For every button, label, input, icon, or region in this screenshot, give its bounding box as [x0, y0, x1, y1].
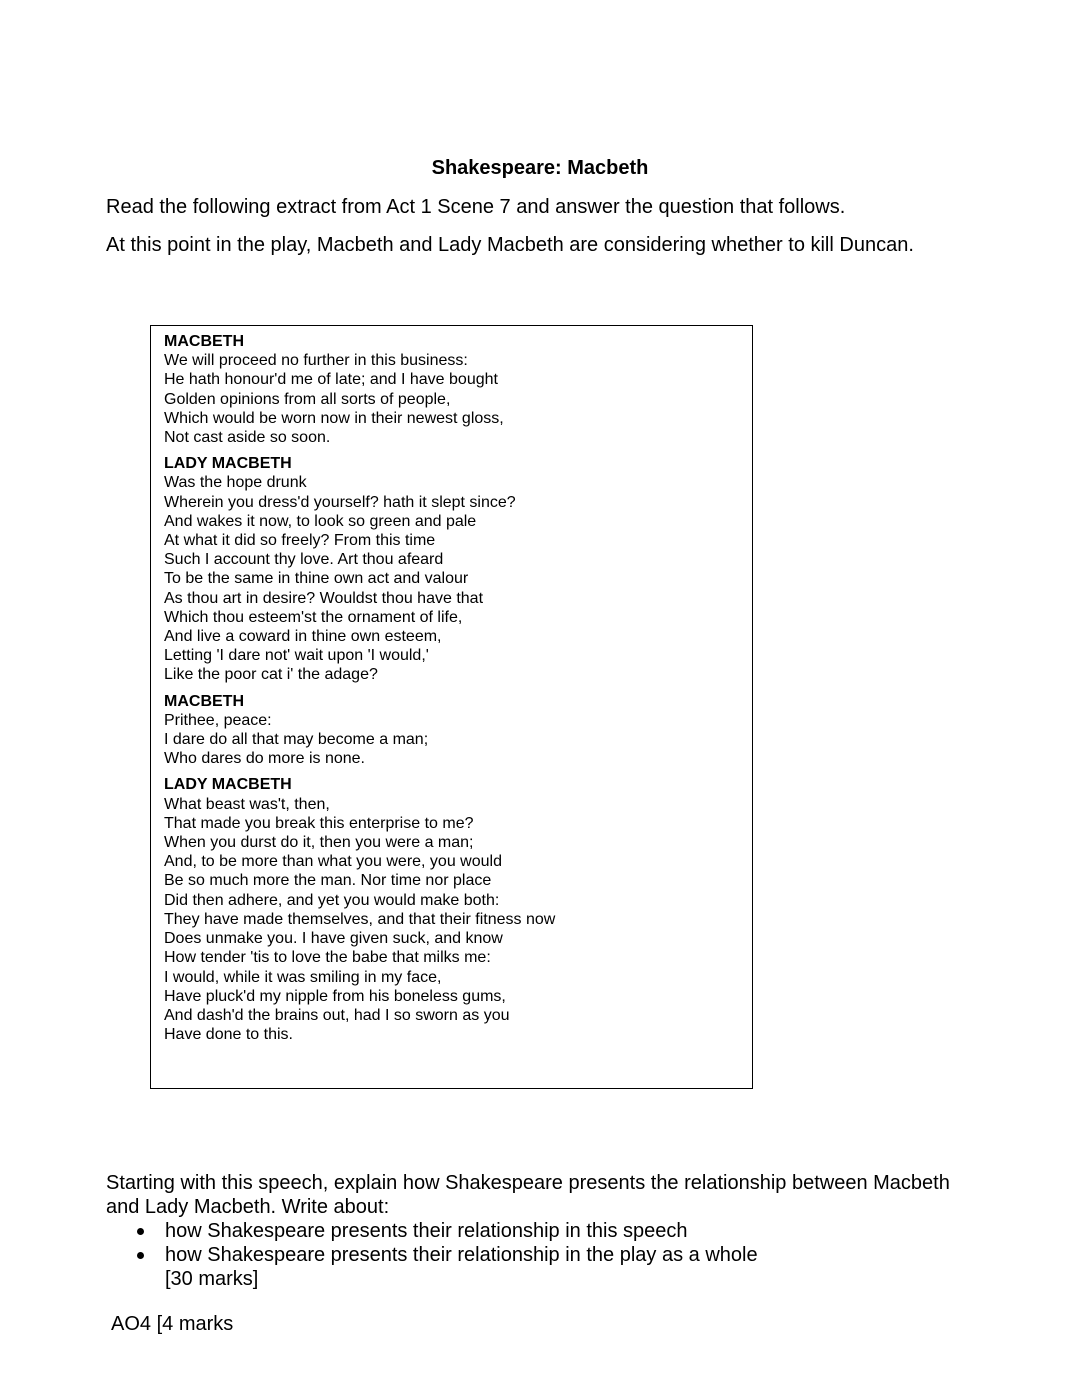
verse-line: We will proceed no further in this business:: [164, 352, 468, 370]
verse-line: That made you break this enterprise to me?: [164, 814, 474, 832]
verse-line: He hath honour'd me of late; and I have bought: [164, 371, 498, 389]
verse-line: And wakes it now, to look so green and pale: [164, 512, 477, 530]
bullet-text: how Shakespeare presents their relationship in this speech: [165, 1220, 688, 1242]
verse-line: Does unmake you. I have given suck, and know: [164, 930, 503, 948]
verse-line: Was the hope drunk: [164, 474, 307, 492]
bullet-item: [165, 1219, 976, 1243]
verse-line: To be the same in thine own act and valour: [164, 570, 469, 588]
verse-line: How tender 'tis to love the babe that milks me:: [164, 949, 491, 967]
intro-instruction: Read the following extract from Act 1 Scene 7 and answer the question that follows.: [106, 196, 846, 218]
verse-line: Letting 'I dare not' wait upon 'I would,': [164, 647, 429, 665]
verse-line: Golden opinions from all sorts of people,: [164, 390, 451, 408]
verse-line: Have done to this.: [164, 1026, 293, 1044]
question-bullets: [106, 1219, 976, 1267]
speech: [164, 775, 752, 1044]
bullet-dot-icon: [137, 1252, 144, 1259]
verse-line: What beast was't, then,: [164, 795, 330, 813]
verse-line: Which thou esteem'st the ornament of life,: [164, 608, 463, 626]
speaker-name: LADY MACBETH: [164, 776, 292, 794]
verse-line: Have pluck'd my nipple from his boneless gums,: [164, 987, 506, 1005]
verse-line: Be so much more the man. Nor time nor place: [164, 872, 492, 890]
verse-line: At what it did so freely? From this time: [164, 532, 436, 550]
verse-line: I dare do all that may become a man;: [164, 731, 429, 749]
verse-line: Not cast aside so soon.: [164, 429, 331, 447]
speaker-name: MACBETH: [164, 692, 244, 710]
intro-context: At this point in the play, Macbeth and Lady Macbeth are considering whether to kill Duncan.: [106, 234, 914, 256]
verse-line: They have made themselves, and that their fitness now: [164, 910, 556, 928]
verse-line: And, to be more than what you were, you would: [164, 853, 502, 871]
bullet-text: how Shakespeare presents their relationship in the play as a whole: [165, 1244, 758, 1266]
exam-question: [106, 1172, 976, 1291]
verse-line: Like the poor cat i' the adage?: [164, 666, 378, 684]
verse-line: Prithee, peace:: [164, 711, 272, 729]
verse-line: Such I account thy love. Art thou afeard: [164, 551, 444, 569]
speaker-name: MACBETH: [164, 333, 244, 350]
verse-line: Which would be worn now in their newest gloss,: [164, 409, 504, 427]
verse-line: When you durst do it, then you were a man;: [164, 834, 474, 852]
verse-line: I would, while it was smiling in my face,: [164, 968, 442, 986]
marks-label: [30 marks]: [165, 1268, 259, 1290]
bullet-item: [165, 1243, 976, 1267]
speaker-name: LADY MACBETH: [164, 455, 292, 473]
question-prompt: Starting with this speech, explain how Shakespeare presents the relationship between Macbeth and Lady Macbeth. Write about:: [106, 1172, 950, 1218]
page-title: Shakespeare: Macbeth: [431, 157, 649, 179]
speech: [164, 692, 752, 769]
verse-line: And live a coward in thine own esteem,: [164, 628, 442, 646]
speech: [164, 454, 752, 684]
verse-line: Who dares do more is none.: [164, 750, 365, 768]
ao4-label: AO4 [4 marks: [111, 1313, 234, 1335]
speech: [164, 332, 752, 447]
extract-box: [150, 325, 753, 1089]
verse-line: As thou art in desire? Wouldst thou have that: [164, 589, 484, 607]
verse-line: Did then adhere, and yet you would make both:: [164, 891, 500, 909]
verse-line: And dash'd the brains out, had I so sworn as you: [164, 1006, 510, 1024]
verse-line: Wherein you dress'd yourself? hath it slept since?: [164, 493, 516, 511]
bullet-dot-icon: [137, 1228, 144, 1235]
